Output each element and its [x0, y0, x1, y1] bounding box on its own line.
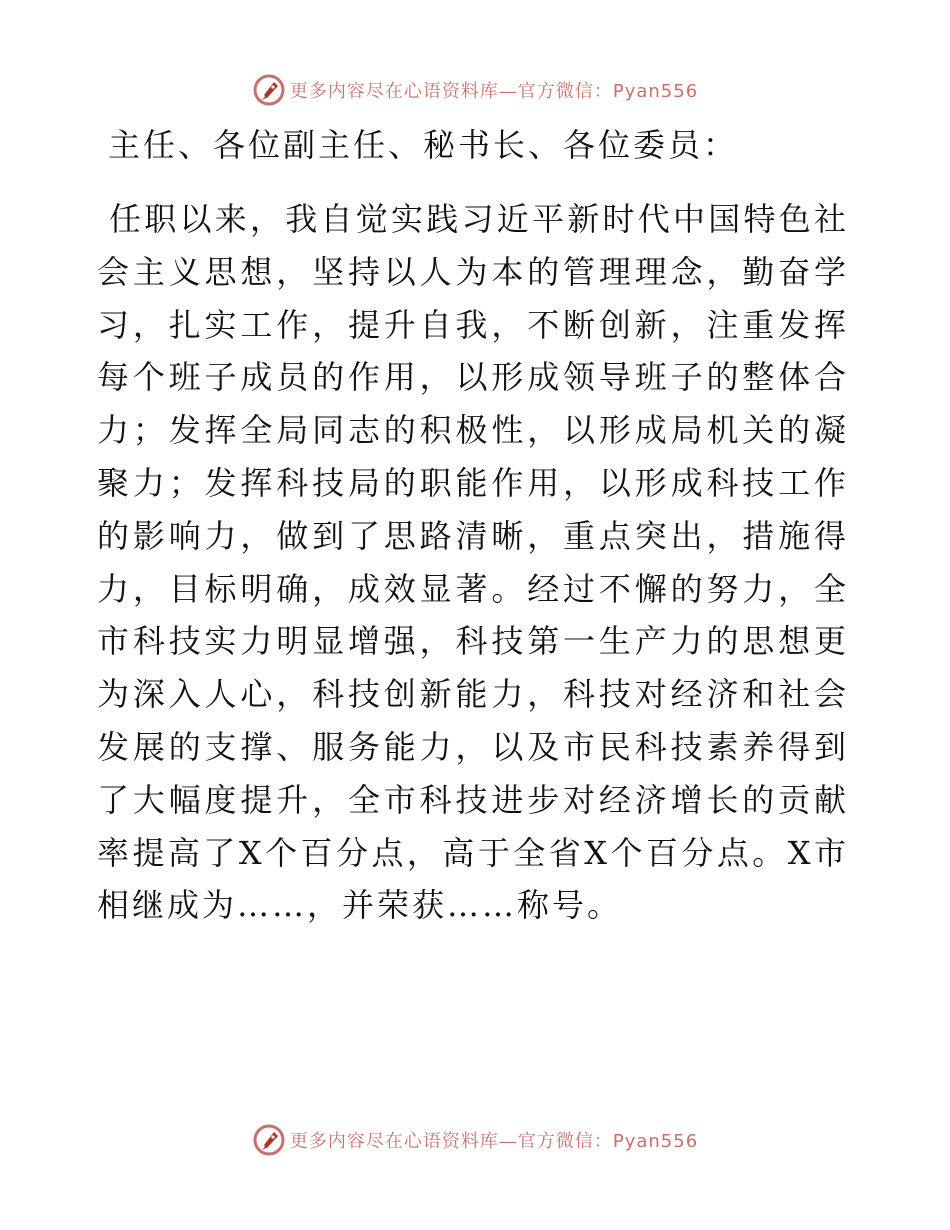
- watermark-wechat-id: Pyan556: [612, 81, 699, 102]
- body-paragraph: 任职以来，我自觉实践习近平新时代中国特色社会主义思想，坚持以人为本的管理理念，勤奋学习，扎实工作，提升自我，不断创新，注重发挥每个班子成员的作用，以形成领导班子的整体合力；发挥全局同志的积极性，以形成局机关的凝聚力；发挥科技局的职能作用，以形成科技工作的影响力，做到了思路清晰，重点突出，措施得力，目标明确，成效显著。经过不懈的努力，全市科技实力明显增强，科技第一生产力的思想更为深入人心，科技创新能力，科技对经济和社会发展的支撑、服务能力，以及市民科技素养得到了大幅度提升，全市科技进步对经济增长的贡献率提高了X个百分点，高于全省X个百分点。X市相继成为……，并荣获……称号。: [97, 200, 849, 925]
- watermark-main-text: 更多内容尽在心语资料库—官方微信：: [289, 1131, 613, 1152]
- watermark-text: [290, 1127, 698, 1153]
- watermark-wechat-id: Pyan556: [612, 1131, 699, 1152]
- watermark-text: [290, 77, 698, 103]
- watermark-main-text: 更多内容尽在心语资料库—官方微信：: [289, 81, 613, 102]
- header-watermark: [0, 70, 950, 110]
- pen-nib-logo-icon: [252, 73, 286, 107]
- footer-watermark: [0, 1120, 950, 1160]
- salutation: 主任、各位副主任、秘书长、各位委员：: [108, 126, 739, 164]
- pen-nib-logo-icon: [252, 1123, 286, 1157]
